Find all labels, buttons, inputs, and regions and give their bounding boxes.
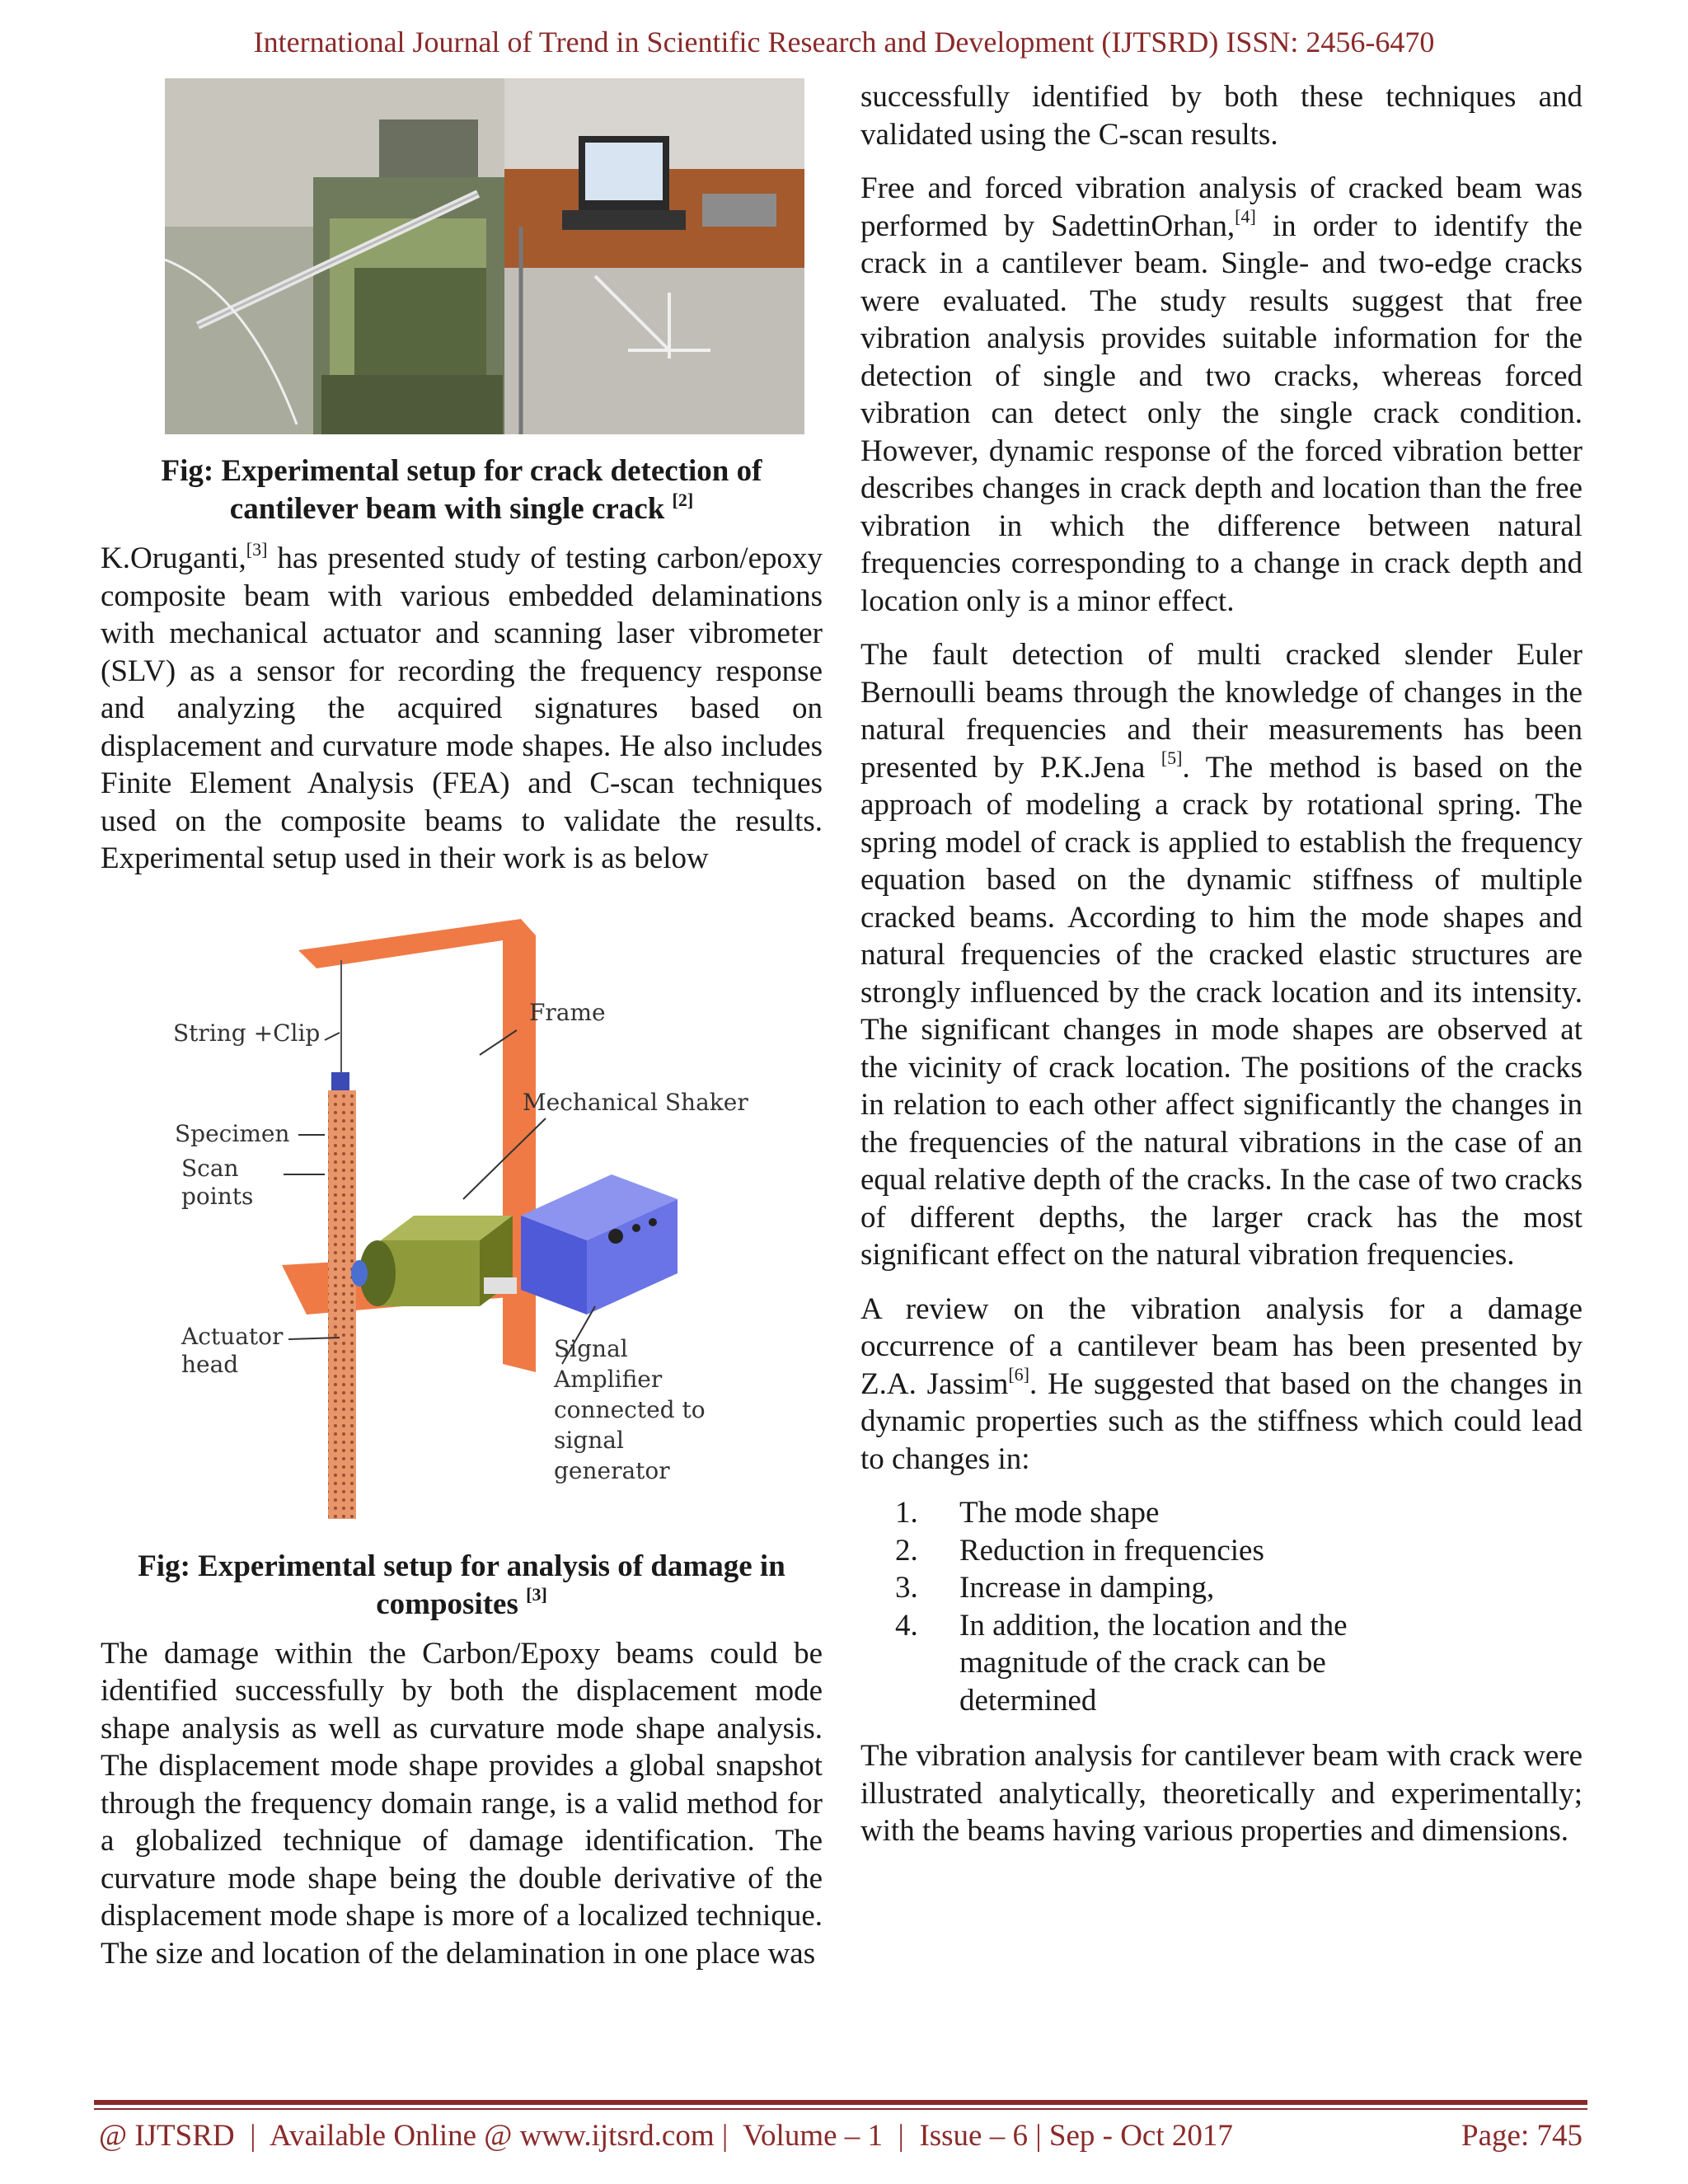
right-paragraph-4	[860, 1291, 1582, 1479]
journal-header: International Journal of Trend in Scientific Research and Development (IJTSRD) ISSN: 2456-6470	[253, 26, 1435, 59]
list-item	[860, 1494, 1582, 1532]
changes-list	[860, 1494, 1582, 1719]
citation-ref: [3]	[246, 538, 268, 560]
actuator-head	[351, 1260, 368, 1286]
label-scan: Scan	[181, 1154, 239, 1182]
footer-journal-info: @ IJTSRD | Available Online @ www.ijtsrd.com | Volume – 1 | Issue – 6 | Sep - Oct 2017	[99, 2119, 1233, 2153]
author-name: K.Oruganti,	[101, 541, 246, 575]
setup-diagram-svg	[101, 902, 823, 1533]
figure-1-caption-text: Fig: Experimental setup for crack detection of cantilever beam with single crack	[161, 454, 762, 526]
paragraph-text: A review on the vibration analysis for a damage occurrence of a cantilever beam has been presented by Z.A. Jassim	[860, 1291, 1582, 1401]
label-points: points	[181, 1182, 254, 1210]
list-number: 4.	[895, 1608, 918, 1643]
paragraph-text: . The method is based on the approach of modeling a crack by rotational spring. The spring model of crack is applied to establish the frequency equation based on the dynamic stiffness of multiple cracked beams. According to him the mode shapes and natural frequencies of the cracked elastic structures are strongly influenced by the crack location and its intensity. The significant changes in mode shapes are observed at the vicinity of crack location. The positions of the cracks in relation to each other affect significantly the changes in the frequencies of the natural vibrations in the case of an equal relative depth of the cracks. In the case of two cracks of different depths, the larger crack has the most significant effect on the natural vibration frequencies.	[860, 750, 1582, 1272]
paragraph-text: The fault detection of multi cracked slender Euler Bernoulli beams through the knowledge of changes in the natural frequencies and their measurements has been presented by P.K.Jena	[860, 638, 1582, 785]
list-item	[860, 1607, 1582, 1720]
paragraph-text: has presented study of testing carbon/epoxy composite beam with various embedded delaminations with mechanical actuator and scanning laser vibrometer (SLV) as a sensor for recording the frequency response and analyzing the acquired signatures based on displacement and curvature mode shapes. He also includes Finite Element Analysis (FEA) and C-scan techniques used on the composite beams to validate the results. Experimental setup used in their work is as below	[101, 541, 823, 875]
paragraph-text: Free and forced vibration analysis of cracked beam was performed by SadettinOrhan,	[860, 171, 1582, 243]
list-item	[860, 1569, 1582, 1607]
label-head: head	[181, 1350, 239, 1378]
left-column	[101, 78, 823, 1989]
left-paragraph-2: The damage within the Carbon/Epoxy beams could be identified successfully by both the displacement mode shape analysis as well as curvature mode shape analysis. The displacement mode shape provides a global snapshot through the frequency domain range, is a valid method for a globalized technique of damage identification. The curvature mode shape being the double derivative of the displacement mode shape is more of a localized technique. The size and location of the delamination in one place was	[101, 1636, 823, 1971]
scan-points	[328, 1090, 356, 1519]
right-column	[860, 78, 1582, 1867]
composite-setup-diagram	[101, 902, 823, 1533]
citation-ref: [5]	[1160, 748, 1183, 769]
list-text: Increase in damping,	[959, 1571, 1215, 1605]
figure-2-caption	[101, 1548, 823, 1624]
right-paragraph-3	[860, 636, 1582, 1274]
right-paragraph-2	[860, 170, 1582, 620]
label-mechanical-shaker: Mechanical Shaker	[523, 1088, 748, 1116]
right-paragraph-1: successfully identified by both these techniques and validated using the C-scan results.	[860, 80, 1582, 152]
list-text: In addition, the location and the magnitude of the crack can be determined	[959, 1608, 1348, 1718]
label-string-clip: String +Clip	[173, 1019, 321, 1047]
paragraph-text: in order to identify the crack in a cantilever beam. Single- and two-edge cracks were evaluated. The study results suggest that free vibration analysis provides suitable information for the detection of single and two cracks, whereas forced vibration can detect only the single crack condition. However, dynamic response of the forced vibration better describes changes in crack depth and location than the free vibration in which the difference between natural frequencies corresponding to a change in crack depth and location only is a minor effect.	[860, 209, 1582, 618]
list-text: The mode shape	[959, 1496, 1160, 1530]
frame-top-bar	[298, 919, 536, 968]
label-actuator: Actuator	[181, 1322, 284, 1350]
footer-rule-thick	[94, 2100, 1587, 2105]
paragraph-text: . He suggested that based on the changes in dynamic properties such as the stiffness which could lead to changes in:	[860, 1366, 1582, 1476]
label-signal: Signal	[554, 1334, 628, 1362]
citation-ref: [6]	[1008, 1364, 1030, 1385]
laptop-setup-photo	[504, 78, 804, 434]
label-specimen: Specimen	[175, 1119, 290, 1147]
footer-rule-thin	[94, 2108, 1587, 2110]
label-amplifier: Amplifier	[554, 1365, 663, 1393]
beam-rig-photo	[165, 78, 504, 434]
label-generator: generator	[554, 1456, 670, 1484]
figure-1-ref: [2]	[672, 489, 694, 510]
list-number: 3.	[895, 1571, 918, 1605]
list-text: Reduction in frequencies	[959, 1533, 1264, 1568]
figure-2-caption-text: Fig: Experimental setup for analysis of damage in composites	[138, 1549, 785, 1621]
list-number: 1.	[895, 1496, 918, 1530]
citation-ref: [4]	[1235, 206, 1256, 227]
label-frame: Frame	[529, 998, 606, 1026]
page-footer	[99, 2118, 1582, 2154]
list-number: 2.	[895, 1533, 918, 1568]
right-paragraph-5: The vibration analysis for cantilever beam with crack were illustrated analytically, theoretically and experimentally; with the beams having various properties and dimensions.	[860, 1739, 1582, 1848]
list-item	[860, 1532, 1582, 1570]
left-paragraph-1	[101, 540, 823, 878]
figure-2-ref: [3]	[526, 1584, 547, 1605]
experimental-setup-photo	[165, 78, 804, 434]
clip	[331, 1072, 349, 1090]
page-number: Page: 745	[1461, 2119, 1582, 2153]
figure-1-caption	[101, 452, 823, 528]
label-signal2: signal	[554, 1426, 624, 1454]
label-connected-to: connected to	[554, 1395, 706, 1423]
